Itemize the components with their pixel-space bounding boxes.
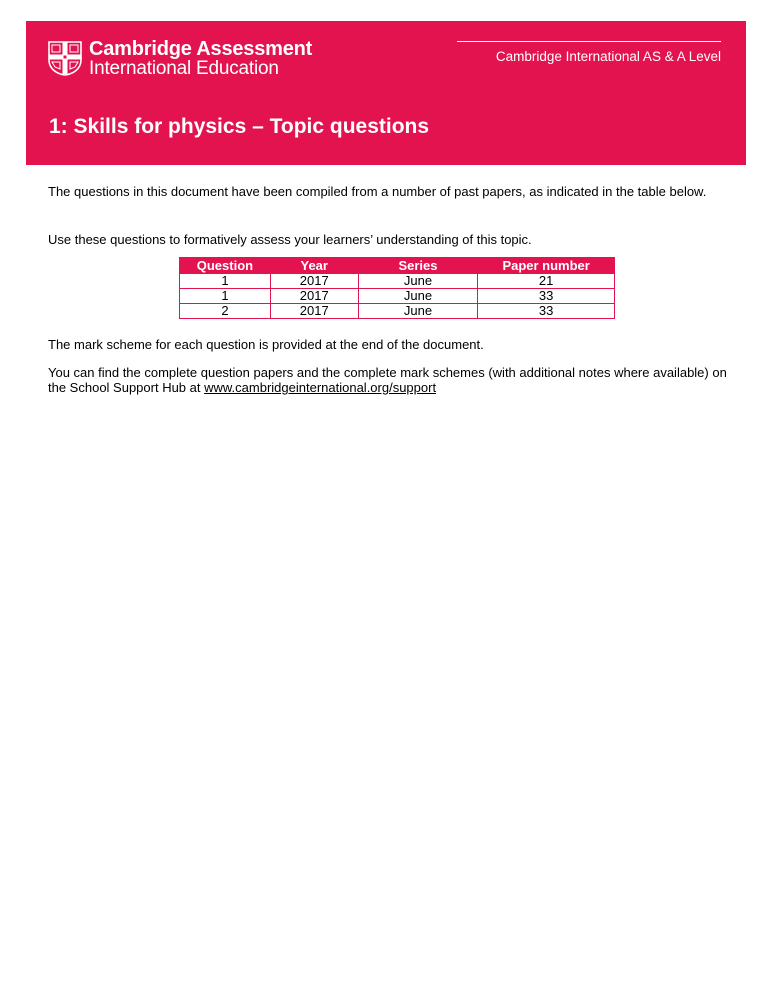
- cell-year: 2017: [270, 274, 358, 289]
- table-header-row: [180, 258, 615, 274]
- cell-year: 2017: [270, 304, 358, 319]
- support-text: You can find the complete question papers and the complete mark schemes (with additional notes where available) on the School Support Hub at: [48, 365, 727, 395]
- header-paper-number: Paper number: [478, 258, 615, 274]
- cell-paper-number: 33: [478, 289, 615, 304]
- table-row: [180, 274, 615, 289]
- support-paragraph: [48, 365, 728, 395]
- table-row: [180, 304, 615, 319]
- header-series: Series: [358, 258, 478, 274]
- header-year: Year: [270, 258, 358, 274]
- header-divider: [457, 41, 721, 42]
- cell-paper-number: 33: [478, 304, 615, 319]
- cell-question: 1: [180, 274, 271, 289]
- brand-line-2: International Education: [89, 58, 279, 79]
- header-banner: [26, 21, 746, 165]
- intro-paragraph: The questions in this document have been compiled from a number of past papers, as indicated in the table below.: [48, 184, 707, 199]
- brand-line-1: Cambridge Assessment: [89, 38, 313, 60]
- header-question: Question: [180, 258, 271, 274]
- past-papers-table: [179, 257, 615, 319]
- cell-series: June: [358, 274, 478, 289]
- cell-year: 2017: [270, 289, 358, 304]
- mark-scheme-paragraph: The mark scheme for each question is provided at the end of the document.: [48, 337, 484, 352]
- page-title: 1: Skills for physics – Topic questions: [49, 115, 430, 138]
- brand-logo: [47, 40, 312, 79]
- cell-series: June: [358, 304, 478, 319]
- qualification-label: Cambridge International AS & A Level: [495, 49, 721, 64]
- cell-paper-number: 21: [478, 274, 615, 289]
- support-hub-link[interactable]: www.cambridgeinternational.org/support: [204, 380, 437, 395]
- cell-series: June: [358, 289, 478, 304]
- table-row: [180, 289, 615, 304]
- cell-question: 1: [180, 289, 271, 304]
- brand-wordmark: [89, 40, 312, 79]
- crest-icon: [47, 40, 83, 76]
- usage-paragraph: Use these questions to formatively assess your learners’ understanding of this topic.: [48, 232, 532, 247]
- cell-question: 2: [180, 304, 271, 319]
